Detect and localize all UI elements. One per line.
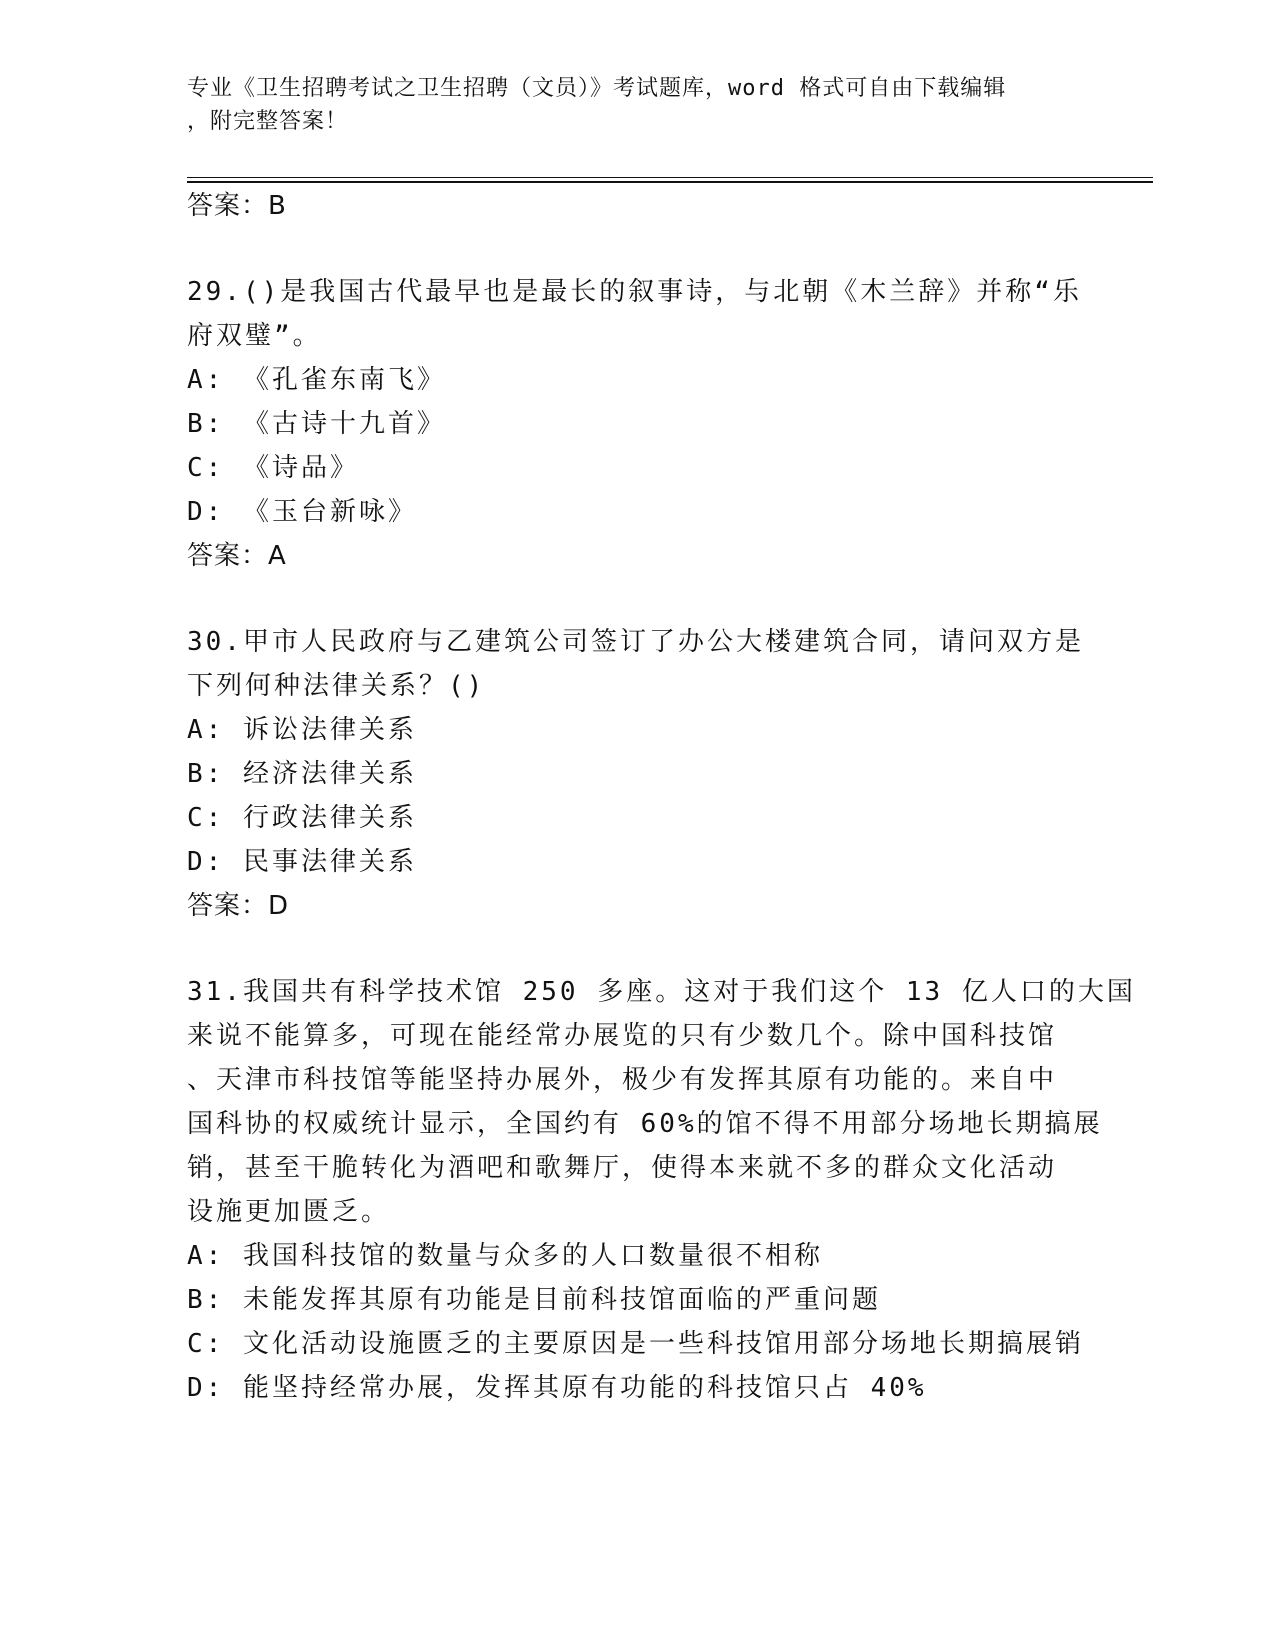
header-divider-thin xyxy=(187,177,1153,178)
q29-stem-line-2: 府双璧”。 xyxy=(187,321,322,351)
q31-stem-line-4: 国科协的权威统计显示，全国约有 60%的馆不得不用部分场地长期搞展 xyxy=(187,1109,1103,1139)
document-header xyxy=(187,72,1067,138)
q31-option-d: D: 能坚持经常办展，发挥其原有功能的科技馆只占 40% xyxy=(187,1373,927,1403)
header-line-2: ，附完整答案！ xyxy=(187,109,349,134)
q31-stem-line-2: 来说不能算多，可现在能经常办展览的只有少数几个。除中国科技馆 xyxy=(187,1021,1058,1051)
q31-option-c: C: 文化活动设施匮乏的主要原因是一些科技馆用部分场地长期搞展销 xyxy=(187,1329,1084,1359)
header-line-1: 专业《卫生招聘考试之卫生招聘（文员）》考试题库，word 格式可自由下载编辑 xyxy=(187,76,1007,101)
q30-option-c: C: 行政法律关系 xyxy=(187,803,417,833)
q29-stem-line-1: 29.()是我国古代最早也是最长的叙事诗，与北朝《木兰辞》并称“乐 xyxy=(187,277,1082,307)
q31-stem-line-5: 销，甚至干脆转化为酒吧和歌舞厅，使得本来就不多的群众文化活动 xyxy=(187,1153,1058,1183)
q29-option-b: B: 《古诗十九首》 xyxy=(187,409,446,439)
q29-answer: 答案：A xyxy=(187,541,287,571)
prev-question-answer: 答案：B xyxy=(187,191,287,221)
q31-stem-line-6: 设施更加匮乏。 xyxy=(187,1197,391,1227)
q30-stem-line-1: 30.甲市人民政府与乙建筑公司签订了办公大楼建筑合同，请问双方是 xyxy=(187,627,1084,657)
q30-answer: 答案：D xyxy=(187,891,290,921)
q31-option-a: A: 我国科技馆的数量与众多的人口数量很不相称 xyxy=(187,1241,823,1271)
q30-option-d: D: 民事法律关系 xyxy=(187,847,417,877)
q29-option-d: D: 《玉台新咏》 xyxy=(187,497,417,527)
header-divider-thick xyxy=(187,181,1153,183)
q31-stem-line-1: 31.我国共有科学技术馆 250 多座。这对于我们这个 13 亿人口的大国 xyxy=(187,977,1136,1007)
q29-option-a: A: 《孔雀东南飞》 xyxy=(187,365,446,395)
q29-option-c: C: 《诗品》 xyxy=(187,453,359,483)
q30-option-b: B: 经济法律关系 xyxy=(187,759,417,789)
q30-option-a: A: 诉讼法律关系 xyxy=(187,715,417,745)
q30-stem-line-2: 下列何种法律关系？() xyxy=(187,671,486,701)
q31-stem-line-3: 、天津市科技馆等能坚持办展外，极少有发挥其原有功能的。来自中 xyxy=(187,1065,1058,1095)
q31-option-b: B: 未能发挥其原有功能是目前科技馆面临的严重问题 xyxy=(187,1285,881,1315)
